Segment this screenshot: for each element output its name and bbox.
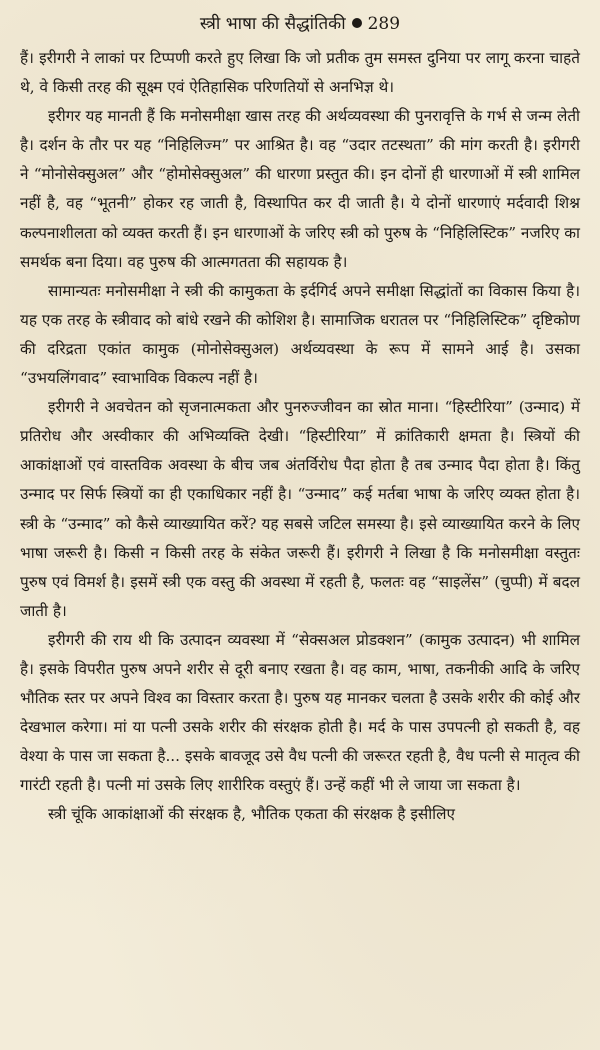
page-number: 289 [367,14,401,34]
running-header [20,12,580,36]
paragraph: इरीगरी की राय थी कि उत्पादन व्यवस्था में “सेक्सअल प्रोडक्शन” (कामुक उत्पादन) भी शामिल है। इसके विपरीत पुरुष अपने शरीर से दूरी बनाए रखता है। वह काम, भाषा, तकनीकी आदि के जरिए भौतिक स्तर पर अपने विश्व का विस्तार करता है। पुरुष यह मानकर चलता है उसके शरीर की कोई और देखभाल करेगा। मां या पत्नी उसके शरीर की संरक्षक होती है। मर्द के पास उपपत्नी हो सकती है, वह वेश्या के पास जा सकता है... इसके बावजूद उसे वैध पत्नी की जरूरत रहती है, वैध पत्नी से मातृत्व की गारंटी रहती है। पत्नी मां उसके लिए शारीरिक वस्तुएं हैं। उन्हें कहीं भी ले जाया जा सकता है। [20,630,580,795]
paragraph: इरीगरी ने अवचेतन को सृजनात्मकता और पुनरुज्जीवन का स्रोत माना। “हिस्टीरिया” (उन्माद) में प्रतिरोध और अस्वीकार की अभिव्यक्ति देखी। “हिस्टीरिया” में क्रांतिकारी क्षमता है। स्त्रियों की आकांक्षाओं एवं वास्तविक अवस्था के बीच जब अंतर्विरोध पैदा होता है तब उन्माद पैदा होता है। किंतु उन्माद पर सिर्फ स्त्रियों का ही एकाधिकार नहीं है। “उन्माद” कई मर्तबा भाषा के जरिए व्यक्त होता है। स्त्री के “उन्माद” को कैसे व्याख्यायित करें? यह सबसे जटिल समस्या है। इसे व्याख्यायित करने के लिए भाषा जरूरी है। किसी न किसी तरह के संकेत जरूरी हैं। इरीगरी ने लिखा है कि मनोसमीक्षा वस्तुतः पुरुष एवं विमर्श है। इसमें स्त्री एक वस्तु की अवस्था में रहती है, फलतः वह “साइलेंस” (चुप्पी) में बदल जाती है। [20,398,580,620]
paragraph: हैं। इरीगरी ने लाकां पर टिप्पणी करते हुए लिखा कि जो प्रतीक तुम समस्त दुनिया पर लागू करना चाहते थे, वे किसी तरह की सूक्ष्म एवं ऐतिहासिक परिणतियों से अनभिज्ञ थे। [20,49,580,97]
running-title: स्त्री भाषा की सैद्धांतिकी [199,14,346,34]
paragraph: इरीगर यह मानती हैं कि मनोसमीक्षा खास तरह की अर्थव्यवस्था की पुनरावृत्ति के गर्भ से जन्म लेती है। दर्शन के तौर पर यह “निहिलिज्म” पर आश्रित है। वह “उदार तटस्थता” की मांग करती है। इरीगरी ने “मोनोसेक्सुअल” और “होमोसेक्सुअल” की धारणा प्रस्तुत की। इन दोनों ही धारणाओं में स्त्री शामिल नहीं है, वह “भूतनी” होकर रह जाती है, विस्थापित कर दी जाती है। ये दोनों धारणाएं मर्दवादी शिश्न कल्पनाशीलता को व्यक्त करती हैं। इन धारणाओं के जरिए स्त्री को पुरुष के “निहिलिस्टिक” नजरिए का समर्थक बना दिया। वह पुरुष की आत्मगतता की सहायक है। [20,107,580,271]
bullet-dot-icon [352,18,362,28]
body-text [20,44,580,830]
paragraph: सामान्यतः मनोसमीक्षा ने स्त्री की कामुकता के इर्दगिर्द अपने समीक्षा सिद्धांतों का विकास किया है। यह एक तरह के स्त्रीवाद को बांधे रखने की कोशिश है। सामाजिक धरातल पर “निहिलिस्टिक” दृष्टिकोण की दरिद्रता एकांत कामुक (मोनोसेक्सुअल) अर्थव्यवस्था के रूप में सामने आई है। उसका “उभयलिंगवाद” स्वाभाविक विकल्प नहीं है। [20,281,580,388]
paragraph: स्त्री चूंकि आकांक्षाओं की संरक्षक है, भौतिक एकता की संरक्षक है इसीलिए [48,805,455,824]
